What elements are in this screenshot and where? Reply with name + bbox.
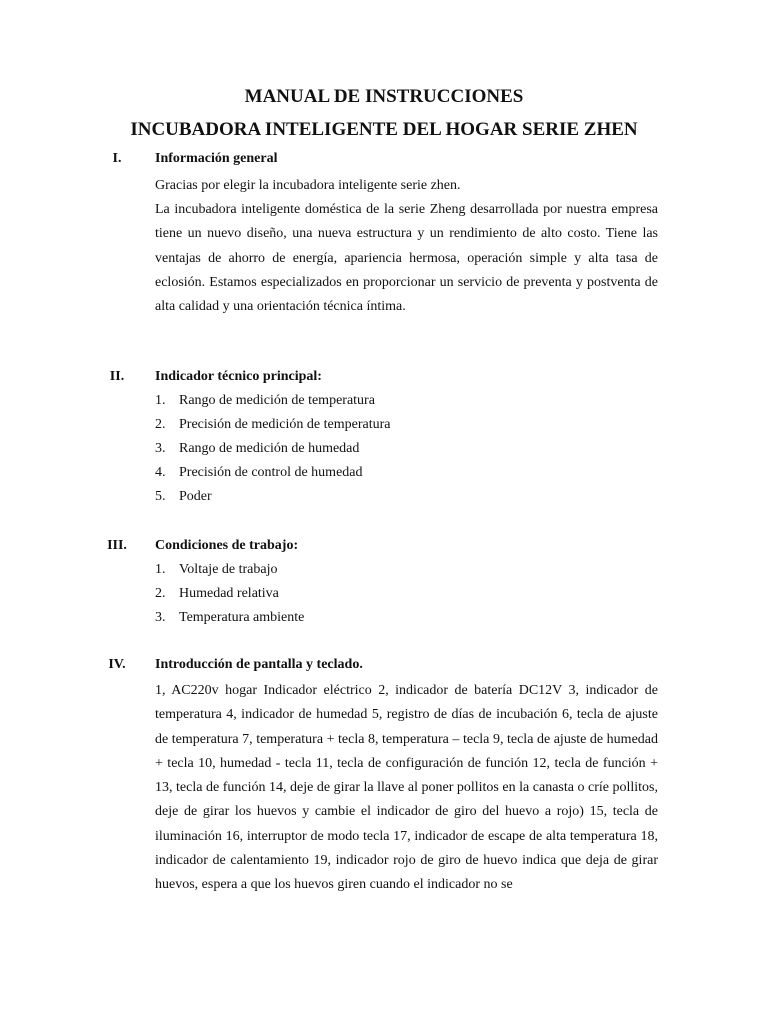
list-item — [155, 389, 390, 413]
section-heading: Condiciones de trabajo: — [155, 538, 299, 553]
section-heading: Introducción de pantalla y teclado. — [155, 657, 363, 672]
spec-list — [155, 389, 390, 509]
conditions-list — [155, 558, 304, 630]
list-item-number: 1. — [155, 393, 166, 408]
list-item-number: 3. — [155, 610, 166, 625]
list-item-text: Voltaje de trabajo — [179, 562, 278, 577]
list-item-number: 1. — [155, 562, 166, 577]
section-number: III. — [107, 538, 127, 553]
list-item — [155, 582, 304, 606]
list-item — [155, 558, 304, 582]
list-item-number: 4. — [155, 465, 166, 480]
list-item — [155, 461, 390, 485]
list-item-text: Precisión de medición de temperatura — [179, 417, 391, 432]
list-item — [155, 606, 304, 630]
section-heading: Indicador técnico principal: — [155, 369, 322, 384]
list-item-number: 2. — [155, 586, 166, 601]
paragraph: 1, AC220v hogar Indicador eléctrico 2, indicador de batería DC12V 3, indicador de temperatura 4, indicador de humedad 5, registro de días de incubación 6, tecla de ajuste de temperatura 7, temperatura + tecla 8, temperatura – tecla 9, tecla de ajuste de humedad + tecla 10, humedad - tecla 11, tecla de configuración de función 12, tecla de función + 13, tecla de función 14, deje de girar la llave al poner pollitos en la canasta o críe pollitos, deje de girar los huevos y cambie el indicador de giro del huevo a rojo) 15, tecla de iluminación 16, interruptor de modo tecla 17, indicador de escape de alta temperatura 18, indicador de calentamiento 19, indicador rojo de giro de huevo indica que deja de girar huevos, espera a que los huevos giren cuando el indicador no se — [155, 683, 658, 893]
list-item-text: Temperatura ambiente — [179, 610, 305, 625]
list-item-number: 2. — [155, 417, 166, 432]
list-item — [155, 437, 390, 461]
list-item — [155, 413, 390, 437]
section-heading: Información general — [155, 151, 278, 166]
list-item — [155, 485, 390, 509]
document-subtitle: INCUBADORA INTELIGENTE DEL HOGAR SERIE ZHEN — [130, 119, 638, 140]
list-item-number: 3. — [155, 441, 166, 456]
document-title: MANUAL DE INSTRUCCIONES — [244, 86, 524, 107]
section-number: II. — [109, 369, 125, 384]
list-item-text: Precisión de control de humedad — [179, 465, 363, 480]
section-number: IV. — [108, 657, 126, 672]
list-item-text: Rango de medición de temperatura — [179, 393, 375, 408]
list-item-text: Poder — [179, 489, 212, 504]
paragraph: La incubadora inteligente doméstica de la serie Zheng desarrollada por nuestra empresa tiene un nuevo diseño, una nueva estructura y un rendimiento de alto costo. Tiene las ventajas de ahorro de energía, apariencia hermosa, operación simple y alta tasa de eclosión. Estamos especializados en proporcionar un servicio de preventa y postventa de alta calidad y una orientación técnica íntima. — [155, 202, 658, 315]
list-item-text: Rango de medición de humedad — [179, 441, 360, 456]
list-item-text: Humedad relativa — [179, 586, 279, 601]
list-item-number: 5. — [155, 489, 166, 504]
paragraph: Gracias por elegir la incubadora inteligente serie zhen. — [155, 178, 461, 193]
section-number: I. — [112, 151, 122, 166]
